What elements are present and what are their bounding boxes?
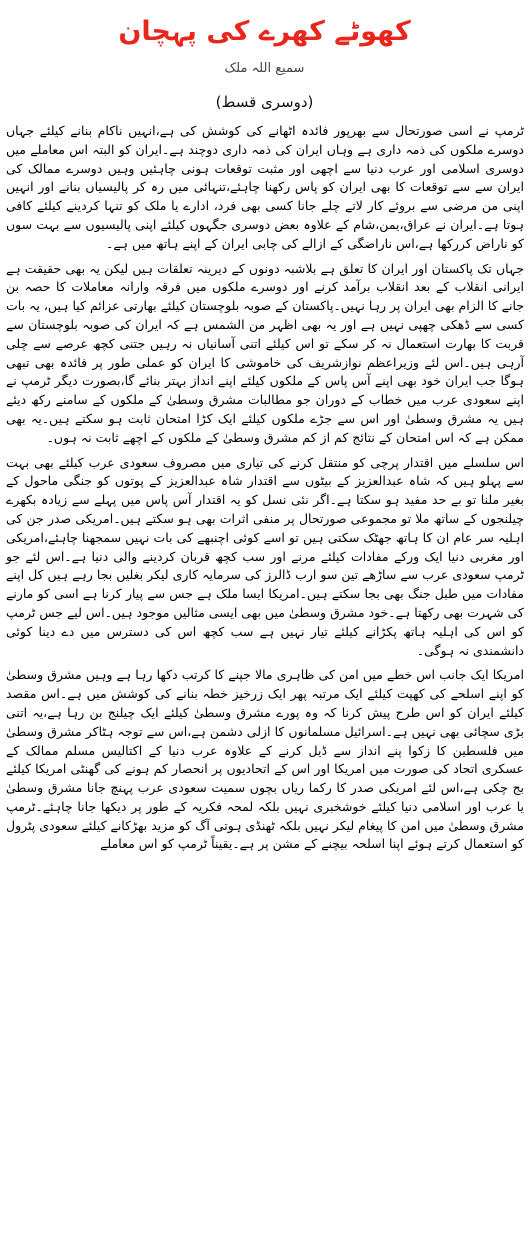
article-paragraph: اس سلسلے میں اقتدار پرچی کو منتقل کرنے کی تیاری میں مصروف سعودی عرب کیلئے بھی بہت سے پہلو ہیں کہ شاہ عبدالعزیز کے بیٹوں سے اقتدار شاہ عبدالعزیز کے پوتوں کو جنگی ماحول کے بغیر ملنا تو بے حد مفید ہو سکتا ہے۔اگر نئی نسل کو یہ اقتدار آس پاس میں پہلے سے زیادہ بکھرے چیلنجوں کے ساتھ ملا تو مجموعی صورتحال پر منفی اثرات بھی ہو سکتے ہیں۔امریکی صدر جن کی اہلیہ سر عام ان کا ہاتھ جھٹک سکتی ہیں تو اسے کوئی اچنبھے کی بات نہیں سمجھنا چاہئے،امریکی اور مغربی دنیا ایک ورکے مفادات کیلئے مرنے اور سب کچھ قربان کردینے والی دنیا ہے۔اس لئے جو ٹرمپ سعودی عرب سے ساڑھے تین سو ارب ڈالرز کی سرمایہ کاری لیکر بغلیں بجا رہے ہیں کل اپنے مفادات میں طبل جنگ بھی بجا سکتے ہیں۔امریکا ایسا ملک ہے جس سے پیار کرنا ہے اسی کو مارنے کی شہرت بھی رکھتا ہے۔خود مشرق وسطیٰ میں بھی ایسی مثالیں موجود ہیں۔اس لیے جس ٹرمپ کو اس کی اہلیہ ہاتھ پکڑانے کیلئے تیار نہیں ہے سب کچھ اس کی دسترس میں دے دینا کوئی دانشمندی نہ ہوگی۔ (6, 454, 524, 658)
article-title: کھوٹے کھرے کی پہچان (118, 16, 411, 47)
article-paragraph: امریکا ایک جانب اس خطے میں امن کی ظاہری مالا جپنے کا کرتب دکھا رہا ہے وہیں مشرق وسطیٰ کو اپنے اسلحے کی کھپت کیلئے ایک مرتبہ پھر ایک زرخیز خطہ بنانے کی کوشش میں ہے۔اس مقصد کیلئے ایران کو اس طرح پیش کرنا کہ وہ پورے مشرق وسطیٰ کیلئے ایک چیلنج بن رہا ہے،یہ اتنی بڑی سچائی بھی نہیں ہے۔اسرائیل مسلمانوں کا ازلی دشمن ہے،اس سے توجہ ہٹاکر مشرق وسطیٰ میں فلسطین کا زکوا پنے انداز سے ڈیل کرنے کے علاوہ عرب دنیا کے اکتالیس مسلم ممالک کے عسکری اتحاد کی صورت میں امریکا اور اس کے اتحادیوں پر انحصار کم ہونے کی گھنٹی امریکا کیلئے بج چکی ہے،اس لئے امریکی صدر کا رکما ریاں بچوں سمیت سعودی عرب پہنچ جانا مشرق وسطیٰ یا عرب اور اسلامی دنیا کیلئے خوشخبری نہیں بلکہ لمحہ فکریہ کے طور پر دیکھا جانا چاہئے۔ٹرمپ مشرق وسطیٰ میں امن کا پیغام لیکر نہیں بلکہ ٹھنڈی ہوتی آگ کو مزید بھڑکانے کیلئے سعودی پٹرول کو استعمال کرتے ہوئے اپنا اسلحہ بیچنے کے مشن پر ہے۔یقیناً ٹرمپ کو اس معاملے (6, 667, 524, 852)
article-body (6, 122, 524, 860)
article-paragraph: جہاں تک پاکستان اور ایران کا تعلق ہے بلاشبہ دونوں کے دیرینہ تعلقات ہیں لیکن یہ بھی حقیقت ہے ایرانی انقلاب کے بعد انقلاب برآمد کرنے اور دوسرے ملکوں میں فرقہ وارانہ معاملات کا حصہ بن جانے کا الزام بھی ایران پر رہا نہیں۔پاکستان کے صوبہ بلوچستان کیلئے بھارتی عزائم کیا ہیں، یہ بات کسی سے ڈھکی چھپی نہیں ہے اور یہ بھی اظہر من الشمس ہے کہ ایران کی صوبہ بلوچستان سے قربت کا بھارت استعمال نہ کر سکے تو اس کیلئے اتنی آسانیاں نہ رہیں جتنی کچھ عرصے سے چلی آرہی ہیں۔اس لئے وزیراعظم نوازشریف کی خاموشی کا ایران کو عملی طور پر فائدہ بھی تبھی ہوگا جب ایران خود بھی اپنے آس پاس کے ملکوں کیلئے اپنے انداز بہتر بنائے گا،بصورت دیگر ٹرمپ نے اپنے سعودی عرب میں خطاب کے دوران جو مطالبات مشرق وسطیٰ کے ملکوں کے سامنے رکھ دیئے ہیں یہ مشرق وسطیٰ اور اس سے جڑے ملکوں کیلئے ایک کڑا امتحان ثابت ہو سکتے ہیں۔یہ بھی ممکن ہے کہ اس امتحان کے نتائج کم از کم مشرق وسطیٰ کے ملکوں کے اچھے ثابت نہ ہوں۔ (6, 260, 524, 445)
article-paragraph: ٹرمپ نے اسی صورتحال سے بھرپور فائدہ اٹھانے کی کوشش کی ہے،انہیں ناکام بنانے کیلئے جہاں دوسرے ملکوں کی ذمہ داری ہے وہاں ایران کی ذمہ داری دوچند ہے۔ایران کو البتہ اس معاملے میں دوسری اسلامی اور عرب دنیا سے اچھی اور مثبت توقعات ہونی چاہئیں وہیں دوسرے ممالک کی ایران سے سے توقعات کا بھی ایران کو پاس رکھنا چاہئے،تنہائی میں رہ کر پالیسیاں بنانے اور انہیں اپنی من مرضی سے بروئے کار لاتے چلے جانا کسی بھی فرد، ادارے یا ملک کو تنہا کردینے کیلئے کافی ہوتا ہے۔ایران نے عراق،یمن،شام کے علاوہ بعض دوسری جگہوں کیلئے اپنی پالیسیوں سے بہت سوں کو ناراض کررکھا ہے،اس ناراضگی کے ازالے کی چابی ایران کے اپنے ہاتھ میں ہے۔ (6, 123, 524, 251)
article-part-label: (دوسری قسط) (215, 93, 314, 111)
article-author: سمیع اللہ ملک (224, 61, 305, 76)
